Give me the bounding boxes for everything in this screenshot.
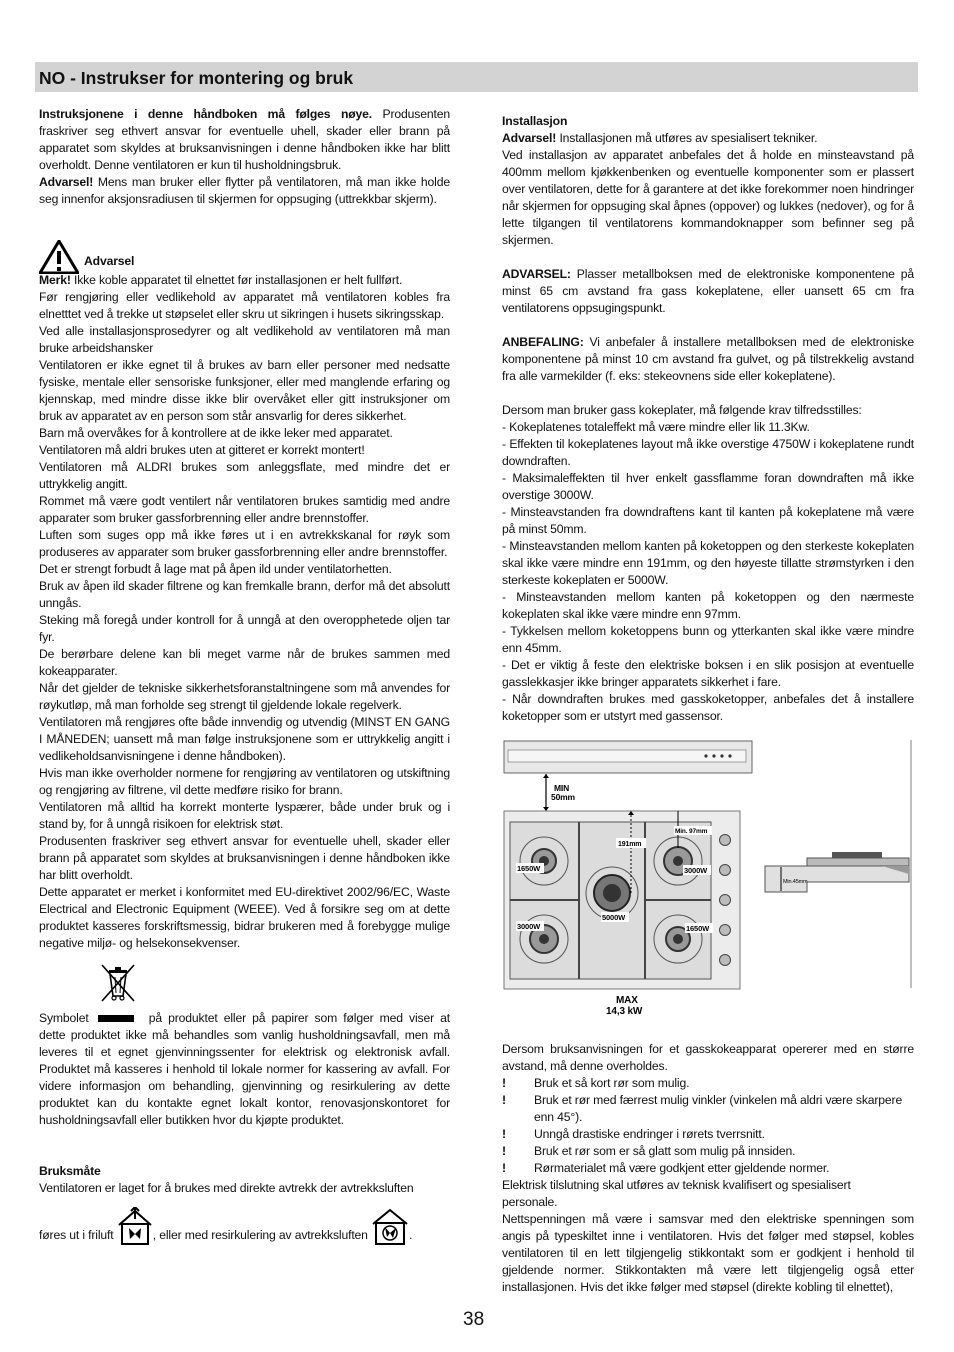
paragraph: Ventilatoren må alltid ha korrekt monterte lyspærer, både under bruk og i stand by, for å unngå risikoen for elektrisk støt. — [39, 800, 450, 831]
advarsel2-label: ADVARSEL: — [502, 267, 571, 281]
label-1650-tl: 1650W — [517, 864, 541, 873]
anbefaling-paragraph — [502, 334, 914, 385]
bullet-mark: ! — [502, 1093, 506, 1107]
electric-paragraph: Elektrisk tilslutning skal utføres av teknisk kvalifisert og spesialisert personale. — [502, 1178, 851, 1209]
max-value: 14,3 kW — [606, 1006, 643, 1017]
page-number: 38 — [463, 1309, 485, 1330]
anbefaling-label: ANBEFALING: — [502, 335, 584, 349]
merk-paragraph — [39, 272, 450, 289]
hob-diagram — [502, 740, 914, 1040]
install-warning-label: Advarsel! — [502, 131, 557, 145]
min-label: MIN — [554, 783, 570, 793]
intro-text: Produsenten fraskriver seg ethvert ansvar for eventuelle uhell, skader eller brann på apparatet som skyldes at bruksanvisningen i denne håndboken ikke har blitt overholdt. Denne ventilatoren er kun til husholdningsbruk. — [39, 107, 450, 172]
install-warning-text: Installasjonen må utføres av spesialisert tekniker. — [556, 131, 818, 145]
label-3000-bl: 3000W — [517, 922, 541, 931]
paragraph: Steking må foregå under kontroll for å unngå at den overopphetede oljen tar fyr. — [39, 613, 450, 644]
recirculation-house-icon — [371, 1207, 409, 1245]
bullet-item — [502, 1075, 914, 1092]
after-diagram-paragraph: Dersom bruksanvisningen for et gasskokeapparat opererer med en større avstand, må denne overholdes. — [502, 1042, 914, 1073]
weee-symbol-area — [39, 952, 450, 1010]
weee-paragraph — [39, 1010, 450, 1129]
gas-item: - Effekten til kokeplatenes layout må ikke overstige 4750W i kokeplatene rundt downdraften. — [502, 437, 914, 468]
label-3000-tr: 3000W — [684, 866, 708, 875]
gas-item: - Når downdraften brukes med gasskoketopper, anbefales det å installere koketopper som er utstyrt med gassensor. — [502, 692, 914, 723]
gas-item: - Maksimaleffekten til hver enkelt gassflamme foran downdraften må ikke overstige 3000W. — [502, 471, 914, 502]
bullet-item — [502, 1143, 914, 1160]
bullet-text: Bruk et rør som er så glatt som mulig på innsiden. — [534, 1144, 796, 1158]
gas-item: - Tykkelsen mellom koketoppens bunn og ytterkanten skal ikke være mindre enn 45mm. — [502, 624, 914, 655]
intro-paragraph — [39, 106, 450, 174]
paragraph: Ved alle installasjonsprosedyrer og alt vedlikehold av ventilatoren må man bruke arbeidshansker — [39, 324, 450, 355]
paragraph: Produsenten fraskriver seg ethvert ansvar for eventuelle uhell, skader eller brann på apparatet som skyldes at bruksanvisningen i denne håndboken ikke har blitt overholdt. — [39, 834, 450, 882]
install-title — [502, 113, 914, 130]
crossed-bin-icon — [96, 960, 140, 1004]
bullet-mark: ! — [502, 1161, 506, 1175]
bullet-text: Bruk et rør med færrest mulig vinkler (vinkelen må aldri være skarpere enn 45°). — [534, 1093, 903, 1124]
bruksmate-c: . — [409, 1228, 413, 1242]
symbol-start: Symbolet — [39, 1011, 89, 1025]
bruksmate-line: Ventilatoren er laget for å brukes med direkte avtrekk der avtrekksluften — [39, 1181, 414, 1195]
bullet-mark: ! — [502, 1144, 506, 1158]
bruksmate-title-text: Bruksmåte — [39, 1164, 101, 1178]
paragraph: Barn må overvåkes for å kontrollere at de ikke leker med apparatet. — [39, 426, 393, 440]
paragraph: Rommet må være godt ventilert når ventilatoren brukes samtidig med andre apparater som bruker gassforbrenning eller andre brennstoffer. — [39, 494, 450, 525]
paragraph: Hvis man ikke overholder normene for rengjøring av ventilatoren og utskiftning og rengjøring av filtrene, vil dette medføre risiko for brann. — [39, 766, 450, 797]
extraction-house-icon — [117, 1207, 153, 1245]
bruksmate-b: , eller med resirkulering av avtrekksluften — [152, 1228, 368, 1242]
paragraph: Ventilatoren må aldri brukes uten at gitteret er korrekt montert! — [39, 443, 365, 457]
gas-item: - Minsteavstanden mellom kanten på koketoppen og den sterkeste kokeplaten skal ikke være mindre enn 191mm, og den høyeste tillatte strømstyrken i den sterkeste kokeplaten er 5000W. — [502, 539, 914, 587]
section-header — [35, 62, 918, 92]
paragraph: De berørbare delene kan bli meget varme når de brukes sammen med kokeapparater. — [39, 647, 450, 678]
bruksmate-a: føres ut i friluft — [39, 1228, 114, 1242]
symbol-text: på produktet eller på papirer som følger med viser at dette produktet ikke må behandles som vanlig husholdningsavfall, men må leveres til et egnet gjenvinningssenter for elektrisk og elektronisk avfall. Produktet må kasseres i henhold til lokale normer for kassering av avfall. For videre informasjon om behandling, gjenvinning og resirkulering av dette produktet kan du kontakte egnet lokalt kontor, renovasjonskontoret for husholdningsavfall eller butikken hvor du kjøpte produktet. — [39, 1011, 450, 1127]
gas-item: - Det er viktig å feste den elektriske boksen i en slik posisjon at eventuelle gasslekkasjer ikke bringer apparatets sikkerhet i fare. — [502, 658, 914, 689]
burner-center — [586, 867, 638, 919]
paragraph: Når det gjelder de tekniske sikkerhetsforanstaltningene som må anvendes for røykutløp, må man forholde seg strengt til gjeldende lokale regelverk. — [39, 681, 450, 712]
max-label: MAX — [616, 995, 638, 1006]
paragraph: Det er strengt forbudt å lage mat på åpen ild under ventilatorhetten. — [39, 562, 392, 576]
bruksmate-icons-line — [39, 1207, 450, 1245]
right-column — [502, 113, 914, 1296]
voltage-paragraph: Nettspenningen må være i samsvar med den elektriske spenningen som angis på typeskiltet inne i ventilatoren. Hvis det følger med støpsel, kobles ventilatoren til en lett tilgjengelig stikkontakt som er godkjent i henhold til gjeldende normer. Stikkontakten må være lett tilgjengelig også etter installasjonen. Hvis det ikke følger med støpsel (direkte kobling til elnettet), — [502, 1212, 914, 1294]
bullet-item — [502, 1160, 914, 1177]
advarsel2-paragraph — [502, 266, 914, 317]
label-1650-br: 1650W — [686, 924, 710, 933]
dim-191: 191mm — [618, 841, 642, 848]
gas-item: - Minsteavstanden fra downdraftens kant til kanten på kokeplatene må være på minst 50mm. — [502, 505, 914, 536]
black-bar-icon — [98, 1015, 134, 1022]
warning-paragraph — [39, 174, 450, 208]
dim-min97: Min. 97mm — [675, 828, 708, 835]
bruksmate-title — [39, 1163, 450, 1180]
label-5000: 5000W — [602, 913, 626, 922]
install-title-text: Installasjon — [502, 114, 568, 128]
paragraph: Ventilatoren må ALDRI brukes som anleggsflate, med mindre det er uttrykkelig angitt. — [39, 460, 450, 491]
bullet-item — [502, 1126, 914, 1143]
paragraph: Ventilatoren er ikke egnet til å brukes av barn eller personer med nedsatte fysiske, mentale eller sensoriske funksjoner, eller med manglende erfaring og kjennskap, med mindre disse ikke blir overvåket eller gitt instruksjoner om bruk av apparatet av en person som står ansvarlig for deres sikkerhet. — [39, 358, 450, 423]
min-value: 50mm — [551, 792, 575, 802]
bullet-text: Rørmaterialet må være godkjent etter gjeldende normer. — [534, 1161, 830, 1175]
left-column — [39, 106, 450, 1245]
merk-text: Ikke koble apparatet til elnettet før installasjonen er helt fullført. — [70, 273, 403, 287]
merk-label: Merk! — [39, 273, 71, 287]
gas-item: - Minsteavstanden mellom kanten på koketoppen og den nærmeste kokeplaten skal ikke være mindre enn 97mm. — [502, 590, 914, 621]
page-title: NO - Instrukser for montering og bruk — [39, 68, 354, 88]
paragraph: Bruk av åpen ild skader filtrene og kan fremkalle brann, derfor må det absolutt unngås. — [39, 579, 450, 610]
advarsel2-text: Plasser metallboksen med de elektroniske komponentene på minst 65 cm avstand fra gass kokeplatene, eller uansett 65 cm fra ventilatorens oppsugingspunkt. — [502, 267, 914, 315]
intro-bold: Instruksjonene i denne håndboken må følges nøye. — [39, 107, 373, 121]
install-paragraph: Ved installasjon av apparatet anbefales det å holde en minsteavstand på 400mm mellom kjøkkenbenken og eventuelle komponenter som er plassert over ventilatoren, dette for å garantere at det ikke forekommer noen hindringer når skjermen for oppsuging skal åpnes (oppover) og lukkes (nedover), og for å lette tilgangen til ventilatorens kommandoknapper som befinner seg på skjermen. — [502, 148, 914, 247]
paragraph: Dette apparatet er merket i konformitet med EU-direktivet 2002/96/EC, Waste Electrical and Electronic Equipment (WEEE). Ved å forsikre seg om at dette produktet kasseres forskriftsmessig, bidrar brukeren med å forebygge mulige negative miljø- og helsekonsekvenser. — [39, 885, 450, 950]
bullet-text: Bruk et så kort rør som mulig. — [534, 1076, 690, 1090]
warning-triangle-icon — [39, 240, 79, 274]
warning-text: Mens man bruker eller flytter på ventilatoren, må man ikke holde seg innenfor aksjonsradiusen til skjermen for oppsuging (uttrekkbar skjerm). — [39, 175, 450, 206]
gas-item: - Kokeplatenes totaleffekt må være mindre eller lik 11.3Kw. — [502, 420, 810, 434]
bullet-item — [502, 1092, 914, 1126]
bullet-mark: ! — [502, 1127, 506, 1141]
bullet-mark: ! — [502, 1076, 506, 1090]
install-warning — [502, 130, 914, 147]
paragraph: Ventilatoren må rengjøres ofte både innvendig og utvendig (MINST EN GANG I MÅNEDEN; uansett må man følge instruksjonene som er uttrykkelig angitt i vedlikeholdsanvisningene i denne håndboken). — [39, 715, 450, 763]
bullet-text: Unngå drastiske endringer i rørets tverrsnitt. — [534, 1127, 765, 1141]
paragraph: Luften som suges opp må ikke føres ut i en avtrekkskanal for røyk som produseres av apparater som bruker gassforbrenning eller andre brennstoffer. — [39, 528, 450, 559]
advarsel-heading — [39, 240, 450, 272]
paragraph: Før rengjøring eller vedlikehold av apparatet må ventilatoren kobles fra elnetttet ved å trekke ut støpselet eller skru ut sikringen i husets sikringsskap. — [39, 290, 450, 321]
gas-intro: Dersom man bruker gass kokeplater, må følgende krav tilfredsstilles: — [502, 403, 862, 417]
hob-side-view — [765, 740, 911, 988]
advarsel-title: Advarsel — [84, 254, 135, 268]
dim-min45: Min.45mm — [783, 879, 808, 885]
warning-label: Advarsel! — [39, 175, 94, 189]
anbefaling-text: Vi anbefaler å installere metallboksen med de elektroniske komponentene på minst 10 cm avstand fra gulvet, og på tilstrekkelig avstand fra alle varmekilder (f. eks: stekeovnens side eller kokeplatene). — [502, 335, 914, 383]
